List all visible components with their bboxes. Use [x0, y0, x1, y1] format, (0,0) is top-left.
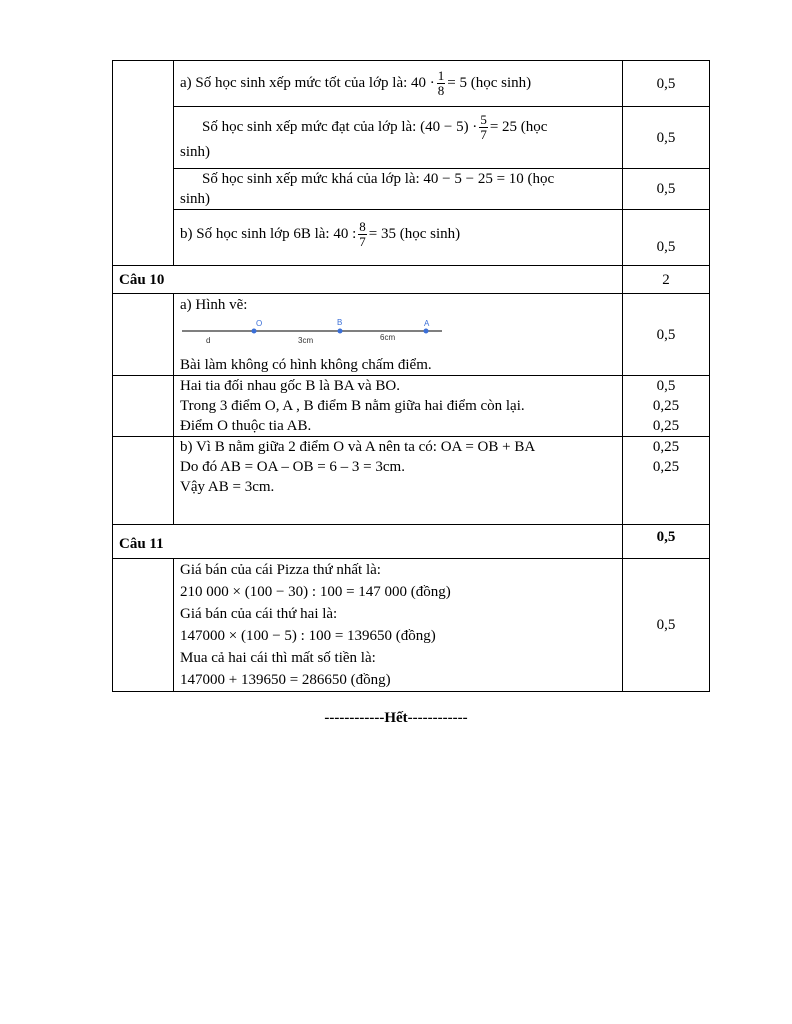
question-total: 0,5 [623, 525, 710, 559]
fraction [437, 69, 446, 98]
fraction [479, 113, 488, 142]
table-row [113, 210, 710, 266]
question-cell-empty [113, 294, 174, 376]
question-cell-empty [113, 376, 174, 437]
math-line: 210 000 × (100 − 30) : 100 = 147 000 (đồng) [180, 584, 451, 600]
answer-line: Hai tia đối nhau gốc B là BA và BO. [180, 378, 400, 394]
end-marker: ------------Hết------------ [324, 710, 468, 726]
answer-cell [174, 169, 623, 210]
question-cell-empty [113, 437, 174, 525]
question-cell-empty [113, 559, 174, 692]
score-cell: 0,5 [623, 169, 710, 210]
answer-cell [174, 210, 623, 266]
table-row [113, 525, 710, 559]
unit-text: (học sinh) [399, 225, 461, 242]
figure-caption: a) Hình vẽ: [180, 296, 248, 313]
fraction-numerator: 1 [437, 68, 445, 83]
answer-line: Điểm O thuộc tia AB. [180, 418, 312, 434]
table-row [113, 376, 710, 437]
question-cell-empty [113, 61, 174, 266]
answer-line: Giá bán của cái Pizza thứ nhất là: [180, 562, 381, 578]
fraction-numerator: 5 [480, 112, 487, 127]
unit-text: (học [520, 118, 548, 135]
score-cell: 0,5 [623, 210, 710, 266]
score-value: 0,5 [656, 378, 676, 394]
fraction-denominator: 7 [359, 234, 366, 249]
answer-line: Mua cả hai cái thì mất số tiền là: [180, 650, 376, 666]
score-cell [623, 437, 710, 525]
table-row [113, 559, 710, 692]
label-b: B [337, 318, 343, 327]
math-expr: 40 · [411, 74, 435, 91]
answer-cell [174, 437, 623, 525]
math-expr: = 35 [368, 225, 396, 242]
math-expr: 40 : [333, 225, 357, 242]
math-expr: = 5 [447, 74, 467, 91]
label-a: A [424, 318, 430, 328]
answer-line: Do đó AB = OA – OB = 6 – 3 = 3cm. [180, 459, 405, 475]
score-cell: 0,5 [623, 107, 710, 169]
point-o [252, 328, 257, 333]
label-d: d [206, 335, 211, 345]
math-expr: (40 − 5) · [420, 118, 478, 135]
score-cell: 0,5 [623, 559, 710, 692]
unit-wrap-text: sinh) [180, 144, 210, 160]
answer-line: b) Vì B nằm giữa 2 điểm O và A nên ta có: OA = OB + BA [180, 439, 536, 455]
answer-text: a) Số học sinh xếp mức tốt của lớp là: [180, 74, 408, 91]
table-row [113, 266, 710, 294]
segment-diagram [180, 319, 444, 345]
unit-wrap-text: sinh) [180, 191, 210, 207]
question-title: Câu 10 [113, 266, 623, 294]
answer-text: b) Số học sinh lớp 6B là: [180, 225, 330, 242]
answer-table [112, 60, 710, 692]
line-figure [180, 319, 616, 351]
fraction-denominator: 8 [437, 83, 445, 98]
answer-cell [174, 294, 623, 376]
math-line: 147000 + 139650 = 286650 (đồng) [180, 672, 391, 688]
score-value: 0,25 [652, 459, 680, 475]
table-row [113, 169, 710, 210]
answer-text: Số học sinh xếp mức khá của lớp là: 40 − 5 − 25 = 10 (học [202, 171, 555, 187]
answer-line: Vậy AB = 3cm. [180, 479, 275, 495]
score-value: 0,25 [652, 418, 680, 434]
unit-text: (học sinh) [470, 74, 532, 91]
question-total: 2 [623, 266, 710, 294]
math-expr: = 25 [489, 118, 518, 135]
fraction-numerator: 8 [359, 219, 366, 234]
answer-line: Trong 3 điểm O, A , B điểm B nằm giữa hai điểm còn lại. [180, 398, 525, 414]
table-row [113, 294, 710, 376]
answer-line: Giá bán của cái thứ hai là: [180, 606, 338, 622]
score-value: 0,25 [652, 439, 680, 455]
answer-cell [174, 559, 623, 692]
answer-cell [174, 61, 623, 107]
fraction [358, 220, 367, 249]
answer-cell [174, 376, 623, 437]
point-a [424, 328, 429, 333]
score-cell [623, 376, 710, 437]
question-title: Câu 11 [113, 525, 623, 559]
score-value: 0,25 [652, 398, 680, 414]
answer-text: Số học sinh xếp mức đạt của lớp là: [202, 118, 417, 135]
score-cell: 0,5 [623, 294, 710, 376]
label-3cm: 3cm [298, 335, 314, 345]
score-cell: 0,5 [623, 61, 710, 107]
table-row [113, 61, 710, 107]
point-b [338, 328, 343, 333]
table-row [113, 107, 710, 169]
answer-cell [174, 107, 623, 169]
math-line: 147000 × (100 − 5) : 100 = 139650 (đồng) [180, 628, 436, 644]
label-o: O [256, 318, 263, 328]
fraction-denominator: 7 [480, 127, 487, 142]
label-6cm: 6cm [380, 332, 396, 342]
figure-note: Bài làm không có hình không chấm điểm. [180, 356, 432, 373]
table-row [113, 437, 710, 525]
